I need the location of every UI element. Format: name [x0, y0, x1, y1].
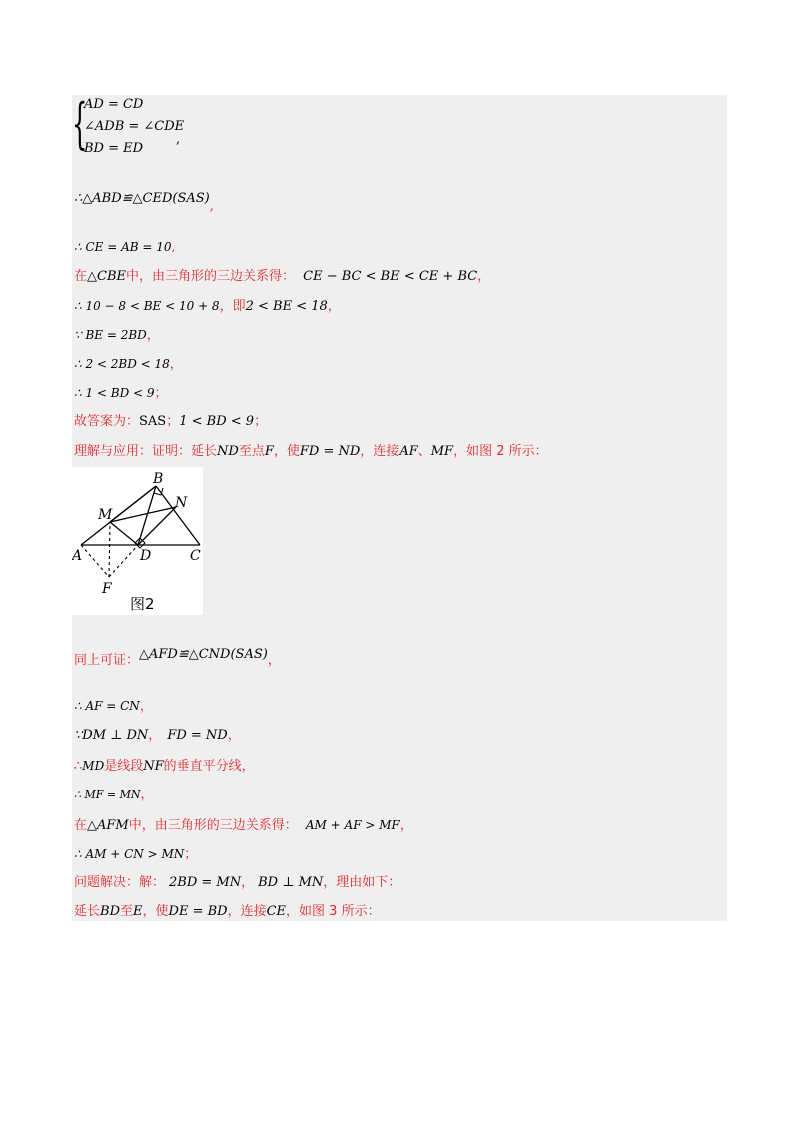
line-bd-range: ∴ 1 < BD < 9；	[74, 386, 168, 401]
line-dm-dn: ∵DM ⊥ DN， FD = ND，	[74, 728, 241, 743]
geometry-diagram	[72, 467, 203, 615]
line-understanding: 理解与应用：证明：延长ND至点F，使FD = ND，连接AF、MF，如图 2 所示：	[74, 444, 548, 459]
label-d: D	[140, 548, 152, 564]
line-mf-mn: ∴ MF = MN，	[74, 787, 154, 802]
line-perpendicular-bisector: ∴MD是线段NF的垂直平分线，	[74, 759, 255, 774]
line-congruence-1: ∴△ABD≌△CED(SAS),	[74, 191, 214, 214]
segment-fd	[109, 545, 138, 577]
line-answer: 故答案为：SAS；1 < BD < 9；	[74, 414, 268, 429]
line-triangle-cbe: 在△CBE中，由三角形的三边关系得： CE − BC < BE < CE + BC，	[74, 269, 491, 284]
line-2bd-range: ∴ 2 < 2BD < 18，	[74, 357, 183, 372]
line-triangle-afm: 在△AFM中，由三角形的三边关系得： AM + AF > MF，	[74, 818, 413, 833]
line-be-2bd: ∵ BE = 2BD，	[74, 328, 160, 343]
label-n: N	[175, 495, 188, 511]
label-c: C	[190, 548, 201, 564]
segment-md	[110, 522, 138, 545]
label-a: A	[72, 548, 83, 564]
system-line-3: BD = ED	[84, 141, 144, 156]
system-line-2: ∠ADB = ∠CDE	[84, 119, 185, 134]
label-f: F	[102, 581, 112, 597]
label-b: B	[153, 471, 164, 487]
line-ce-ab: ∴ CE = AB = 10,	[74, 240, 176, 254]
figure-2	[72, 467, 203, 615]
left-brace: {	[72, 92, 88, 155]
figure-caption: 图2	[130, 595, 155, 613]
line-problem-solving: 问题解决：解： 2BD = MN， BD ⊥ MN，理由如下：	[74, 875, 402, 890]
line-af-cn: ∴ AF = CN，	[74, 699, 153, 714]
line-same-proof: 同上可证：△AFD≌△CND(SAS)，	[74, 647, 281, 668]
line-extend-bd: 延长BD至E，使DE = BD，连接CE，如图 3 所示：	[74, 904, 381, 919]
line-am-cn-mn: ∴ AM + CN > MN；	[74, 847, 198, 862]
system-line-1: AD = CD	[84, 97, 144, 112]
line-be-range: ∴ 10 − 8 < BE < 10 + 8，即2 < BE < 18，	[74, 299, 341, 314]
label-m: M	[98, 507, 113, 523]
segment-af	[81, 545, 109, 577]
system-tail: ,	[176, 132, 181, 147]
segment-mf	[109, 522, 110, 577]
